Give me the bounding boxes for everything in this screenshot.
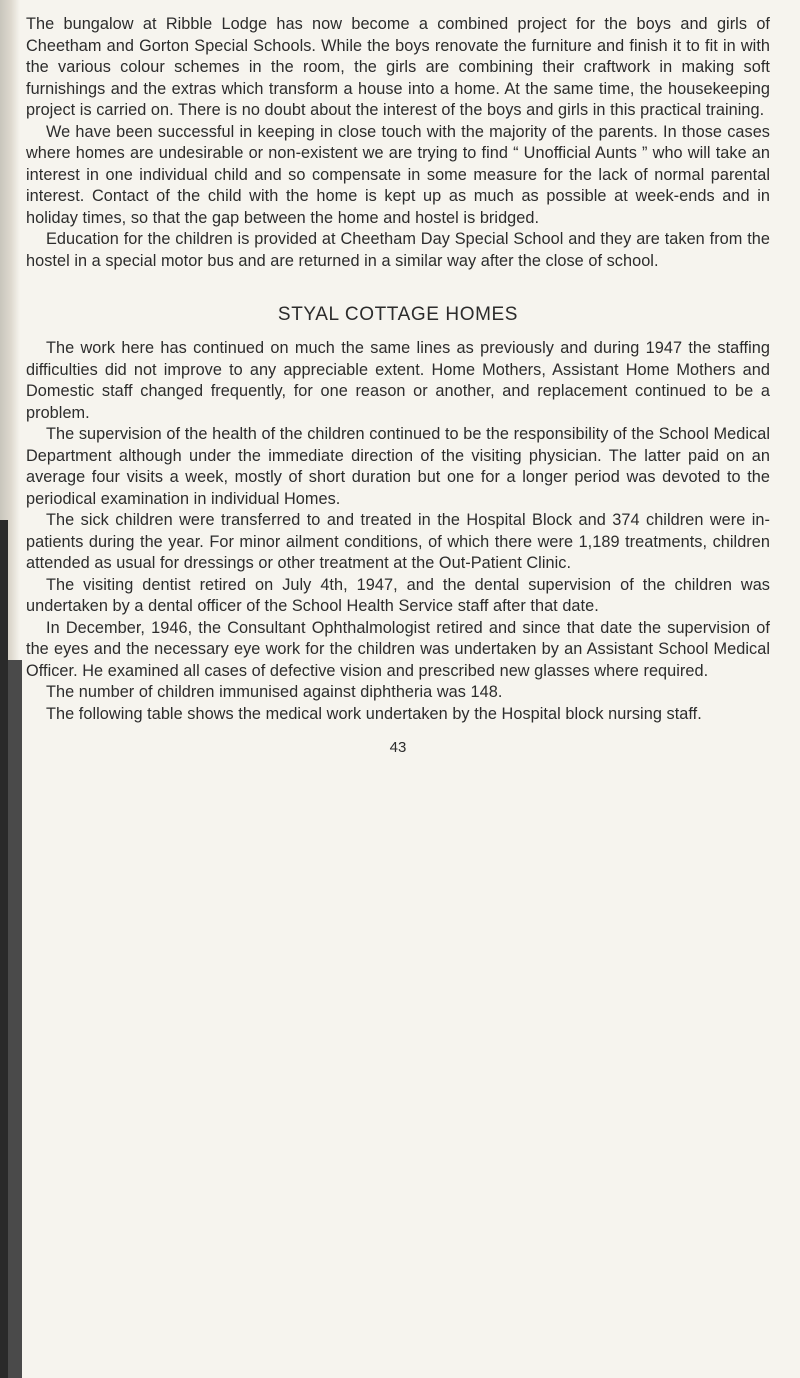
paragraph-dentist: The visiting dentist retired on July 4th, 1947, and the dental supervision of the children was undertaken by a dental officer of the School Health Service staff after that date. (26, 575, 770, 615)
paragraph-education: Education for the children is provided at Cheetham Day Special School and they are taken from the hostel in a special motor bus and are returned in a similar way after the close of school. (26, 230, 770, 270)
paragraph-hospital-block: The sick children were transferred to and treated in the Hospital Block and 374 children were in-patients during the year. For minor ailment conditions, of which there were 1,189 treatments, children attended as usual for dressings or other treatment at the Out-Patient Clinic. (26, 511, 770, 572)
paragraph-ophthalmologist: In December, 1946, the Consultant Ophthalmologist retired and since that date the supervision of the eyes and the necessary eye work for the children was undertaken by an Assistant School Medical Officer. He examined all cases of defective vision and prescribed new glasses where required. (26, 618, 770, 680)
paragraph-table-intro: The following table shows the medical work undertaken by the Hospital block nursing staff. (46, 704, 702, 723)
page-number: 43 (389, 739, 407, 756)
paragraph-parents-contact: We have been successful in keeping in close touch with the majority of the parents. In those cases where homes are undesirable or non-existent we are trying to find “ Unofficial Aunts ” who will take an interest in one individual child and so compensate in some measure for the lack of normal parental interest. Contact of the child with the home is kept up as much as possible at week-ends and in holiday times, so that the gap between the home and hostel is bridged. (26, 122, 770, 227)
paragraph-staffing: The work here has continued on much the same lines as previously and during 1947 the staffing difficulties did not improve to any appreciable extent. Home Mothers, Assistant Home Mothers and Domestic staff changed frequently, for one reason or another, and replacement continued to be a problem. (26, 339, 770, 422)
binding-shadow (8, 660, 22, 1378)
binding-shadow (0, 520, 8, 1378)
paragraph-ribble-lodge: The bungalow at Ribble Lodge has now become a combined project for the boys and girls of Cheetham and Gorton Special Schools. While the boys renovate the furniture and finish it to fit in with the various colour schemes in the room, the girls are combining their craftwork in making soft furnishings and the extras which transform a house into a home. At the same time, the housekeeping project is carried on. There is no doubt about the interest of the boys and girls in this practical training. (26, 15, 770, 119)
paragraph-immunisation: The number of children immunised against diphtheria was 148. (46, 683, 503, 701)
paragraph-health-supervision: The supervision of the health of the children continued to be the responsibility of the School Medical Department although under the immediate direction of the visiting physician. The latter paid on an average four visits a week, mostly of short duration but one for a longer period was devoted to the periodical examination in individual Homes. (26, 425, 770, 508)
section-heading: STYAL COTTAGE HOMES (277, 304, 519, 325)
document-page (26, 14, 770, 756)
